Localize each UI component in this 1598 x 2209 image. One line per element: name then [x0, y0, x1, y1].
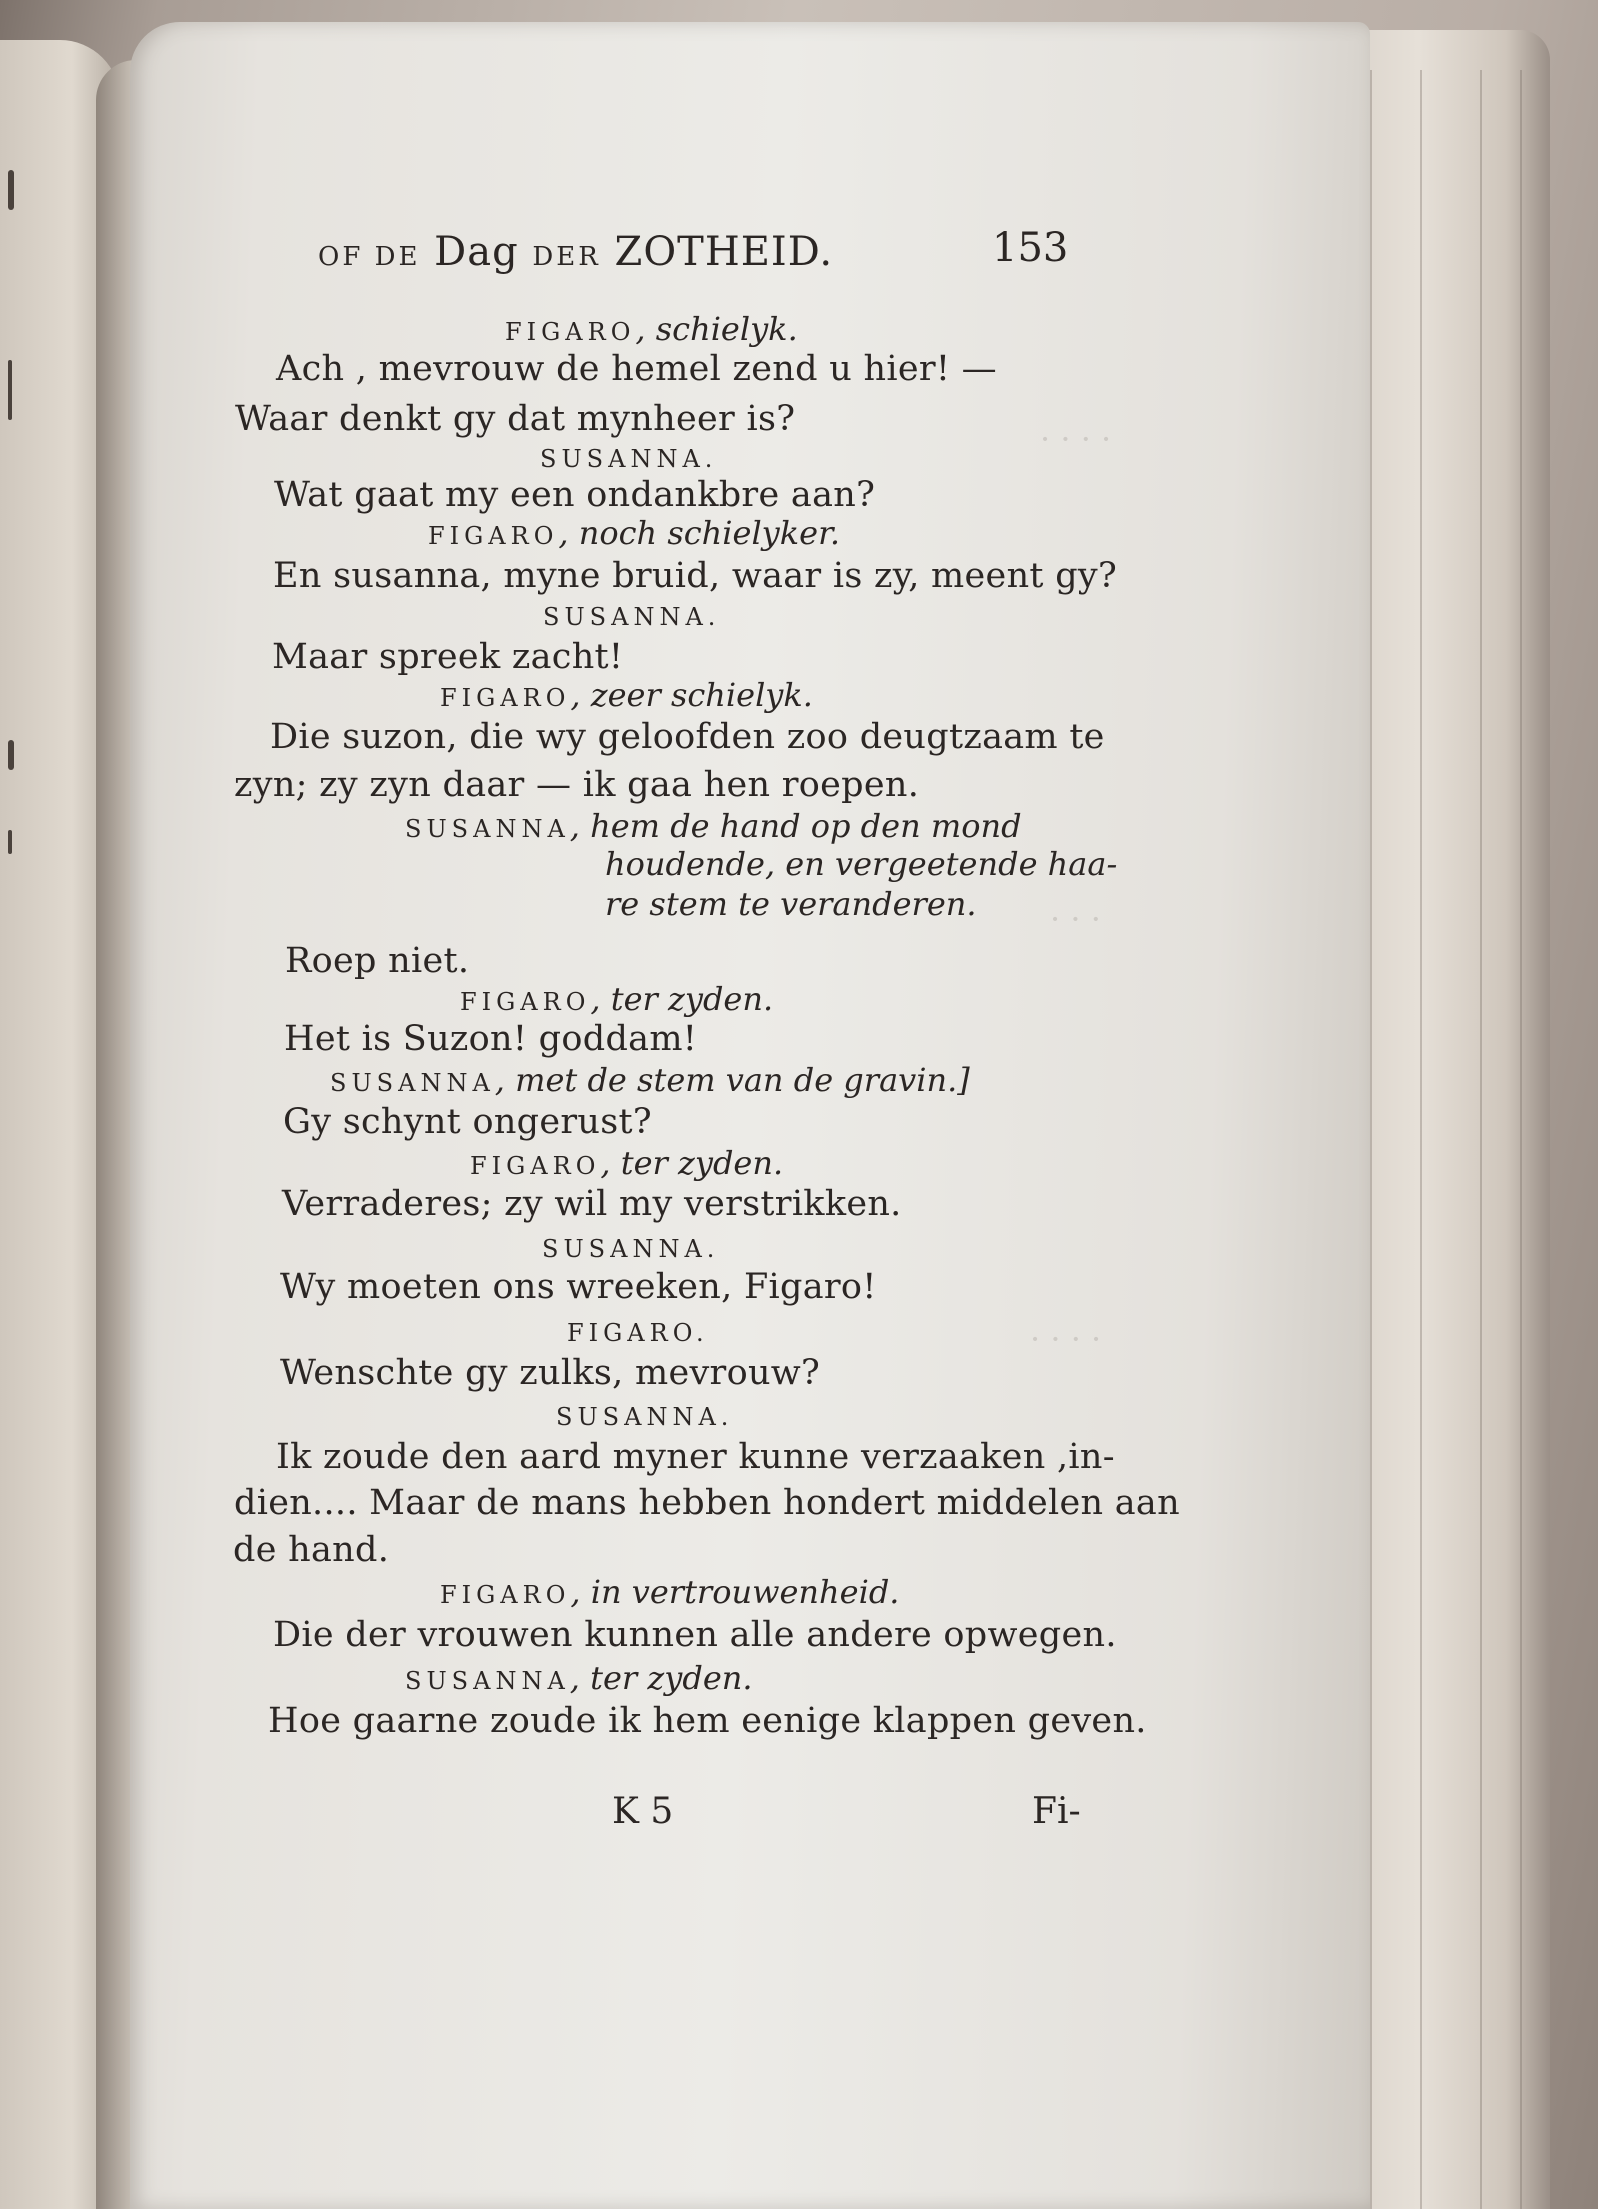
dialogue-line: Hoe gaarne zoude ik hem eenige klappen geven. [268, 1701, 1147, 1741]
dialogue-line: Ik zoude den aard myner kunne verzaaken ,in- [276, 1437, 1115, 1477]
stage-direction: re stem te veranderen. [605, 885, 977, 923]
speaker-cue: SUSANNA. [542, 1235, 720, 1263]
dialogue-line: dien.... Maar de mans hebben hondert middelen aan [234, 1483, 1180, 1523]
speaker-cue: SUSANNA, hem de hand op den mond [405, 807, 1022, 845]
dialogue-line: Roep niet. [285, 941, 470, 981]
speaker-cue: SUSANNA, ter zyden. [405, 1659, 753, 1697]
speaker-cue: FIGARO, in vertrouwenheid. [440, 1573, 900, 1611]
speaker-cue: SUSANNA, met de stem van de gravin.] [330, 1061, 970, 1099]
dialogue-line: En susanna, myne bruid, waar is zy, meent gy? [273, 556, 1118, 596]
facing-page-ink [8, 360, 12, 420]
speaker-cue: FIGARO, schielyk. [505, 310, 798, 348]
dialogue-line: Gy schynt ongerust? [283, 1102, 652, 1142]
dialogue-line: Wy moeten ons wreeken, Figaro! [280, 1267, 877, 1307]
speaker-cue: FIGARO, noch schielyker. [428, 514, 841, 552]
dialogue-line: zyn; zy zyn daar — ik gaa hen roepen. [234, 765, 920, 805]
facing-page-ink [8, 830, 12, 854]
speaker-cue: FIGARO. [567, 1319, 709, 1347]
speaker-cue: FIGARO, ter zyden. [470, 1144, 784, 1182]
signature-mark: K 5 [612, 1791, 674, 1832]
dialogue-line: Ach , mevrouw de hemel zend u hier! — [276, 349, 997, 389]
catchword: Fi- [1032, 1791, 1081, 1832]
dialogue-line: Die suzon, die wy geloofden zoo deugtzaam te [270, 717, 1105, 757]
speaker-cue: SUSANNA. [543, 603, 721, 631]
dialogue-line: Maar spreek zacht! [272, 637, 624, 677]
dialogue-line: Het is Suzon! goddam! [284, 1019, 698, 1059]
dialogue-line: de hand. [233, 1530, 390, 1570]
speaker-cue: SUSANNA. [556, 1403, 734, 1431]
page-number: 153 [992, 225, 1069, 271]
running-title: OF DE Dag DER ZOTHEID. [318, 229, 834, 275]
speaker-cue: FIGARO, zeer schielyk. [440, 676, 813, 714]
speaker-cue: SUSANNA. [540, 445, 718, 473]
dialogue-line: Waar denkt gy dat mynheer is? [235, 399, 796, 439]
dialogue-line: Die der vrouwen kunnen alle andere opwegen. [273, 1615, 1117, 1655]
facing-page-ink [8, 740, 14, 770]
facing-page-ink [8, 170, 14, 210]
speaker-cue: FIGARO, ter zyden. [460, 980, 774, 1018]
dialogue-line: Wenschte gy zulks, mevrouw? [280, 1353, 821, 1393]
stage-direction: houdende, en vergeetende haa- [605, 845, 1118, 883]
dialogue-line: Wat gaat my een ondankbre aan? [274, 475, 876, 515]
dialogue-line: Verraderes; zy wil my verstrikken. [282, 1184, 902, 1224]
